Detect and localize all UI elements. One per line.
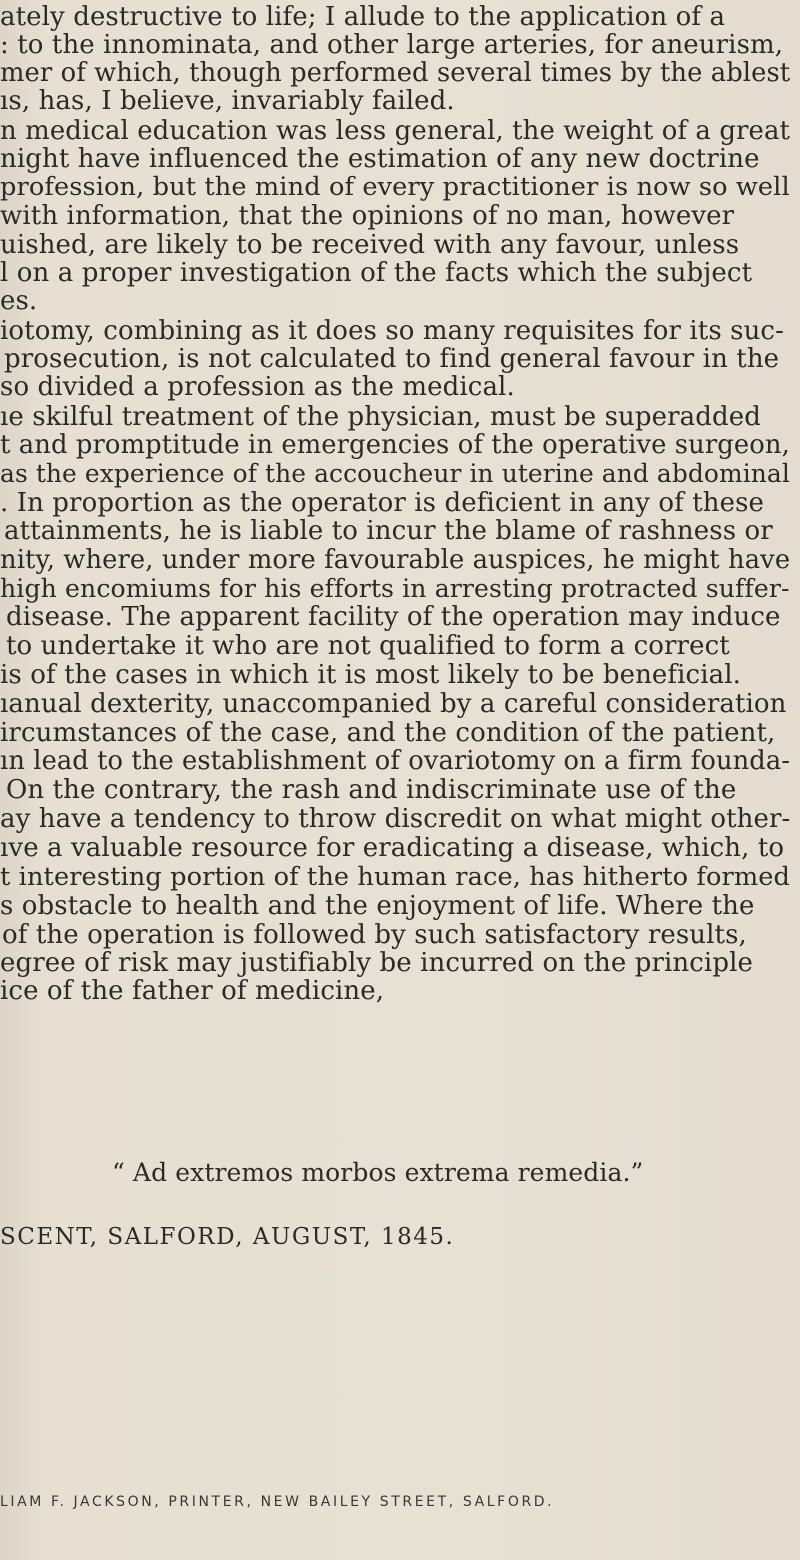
text-line: as the experience of the accoucheur in uterine and abdominal [0, 459, 790, 488]
text-line: s obstacle to health and the enjoyment of life. Where the [0, 891, 755, 921]
text-line: ice of the father of medicine, [0, 976, 385, 1006]
text-line: prosecution, is not calculated to find general favour in the [4, 344, 780, 374]
latin-quote: “ Ad extremos morbos extrema remedia.” [112, 1158, 644, 1187]
text-line: is of the cases in which it is most likely to be beneficial. [0, 660, 741, 690]
text-line: n medical education was less general, the weight of a great [0, 116, 791, 146]
text-line: ircumstances of the case, and the condition of the patient, [0, 718, 776, 748]
text-line: profession, but the mind of every practitioner is now so well [0, 172, 790, 202]
text-line: disease. The apparent facility of the operation may induce [6, 602, 781, 632]
text-line: high encomiums for his efforts in arresting protracted suffer- [0, 574, 790, 603]
text-line: with information, that the opinions of no man, however [0, 201, 735, 231]
text-line: night have influenced the estimation of any new doctrine [0, 144, 760, 174]
text-line: ately destructive to life; I allude to the application of a [0, 2, 726, 32]
text-line: t interesting portion of the human race, has hitherto formed [0, 862, 790, 892]
text-line: ıve a valuable resource for eradicating a disease, which, to [0, 833, 785, 863]
text-line: to undertake it who are not qualified to form a correct [6, 631, 730, 661]
text-line: attainments, he is liable to incur the blame of rashness or [4, 516, 773, 546]
dateline: SCENT, SALFORD, AUGUST, 1845. [0, 1224, 455, 1250]
text-line: ıanual dexterity, unaccompanied by a careful consideration [0, 689, 787, 719]
text-line: egree of risk may justifiably be incurred on the principle [0, 948, 753, 978]
text-line: ıe skilful treatment of the physician, must be superadded [0, 402, 761, 432]
text-line: ay have a tendency to throw discredit on what might other- [0, 804, 791, 834]
text-line: On the contrary, the rash and indiscriminate use of the [6, 775, 737, 805]
text-line: : to the innominata, and other large arteries, for aneurism, [0, 30, 784, 60]
text-line: nity, where, under more favourable auspices, he might have [0, 545, 791, 575]
text-line: mer of which, though performed several times by the ablest [0, 58, 791, 88]
text-line: t and promptitude in emergencies of the operative surgeon, [0, 430, 790, 460]
text-line: . In proportion as the operator is deficient in any of these [0, 488, 765, 518]
text-line: uished, are likely to be received with any favour, unless [0, 230, 740, 260]
text-line: of the operation is followed by such satisfactory results, [2, 920, 747, 950]
printer-imprint: LIAM F. JACKSON, PRINTER, NEW BAILEY STREET, SALFORD. [0, 1494, 555, 1510]
text-line: iotomy, combining as it does so many requisites for its suc- [0, 316, 784, 346]
text-line: ıs, has, I believe, invariably failed. [0, 86, 455, 116]
text-line: so divided a profession as the medical. [0, 372, 515, 402]
text-line: es. [0, 286, 38, 316]
text-line: ın lead to the establishment of ovariotomy on a firm founda- [0, 746, 791, 776]
text-line: l on a proper investigation of the facts which the subject [0, 258, 753, 288]
